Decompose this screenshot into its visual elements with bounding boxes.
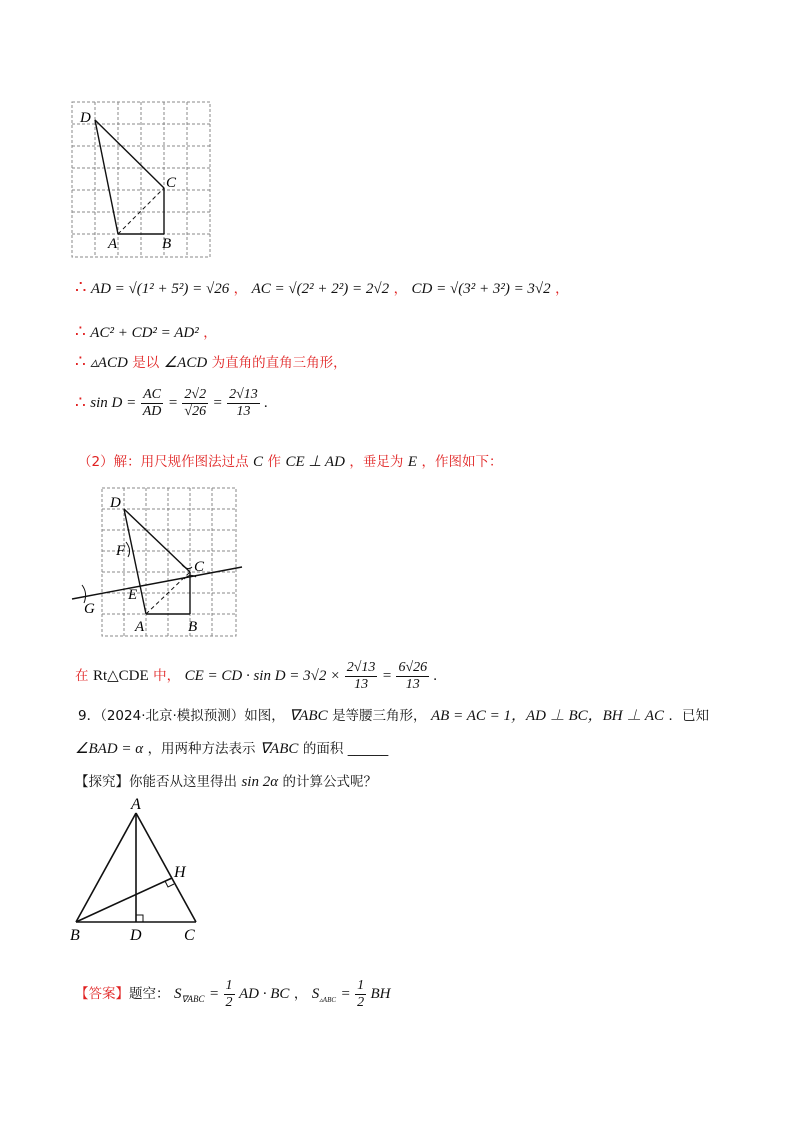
label-D: D bbox=[130, 927, 142, 944]
explore-line: 【探究】你能否从这里得出 sin 2α 的计算公式呢？ bbox=[75, 774, 378, 790]
label-C: C bbox=[166, 175, 177, 191]
step1-line: ∴ AD = √(1² + 5²) = √26 ， AC = √(2² + 2²) = 2√2 ， CD = √(3² + 3²) = 3√2 ， bbox=[75, 277, 569, 298]
label-H: H bbox=[174, 864, 186, 881]
answer-tag: 【答案】 bbox=[75, 986, 129, 1002]
question-9-line2: ∠BAD = α ，用两种方法表示 ∇ABC 的面积 ______ bbox=[75, 741, 389, 757]
step4-line: ∴ sin D = $\frac{AC}{AD}$ = $\frac{2√2}{√26}$ = $\frac{2√13}{13}$ . bbox=[75, 386, 269, 419]
part2-line: （2）解：用尺规作图法过点 C 作 CE ⊥ AD ，垂足为 E ，作图如下： bbox=[78, 454, 503, 470]
label-A: A bbox=[108, 236, 118, 252]
answer-line: 【答案】题空： $S_{\nabla ABC}$ = $\frac{1}{2}$ AD · BC ， $S_{▵ABC}$ = $\frac{1}{2}$ BH bbox=[75, 977, 391, 1010]
label-B: B bbox=[162, 236, 172, 252]
cd-expression: CD = √(3² + 3²) = 3√2 bbox=[411, 281, 551, 297]
answer-blank[interactable]: ______ bbox=[347, 741, 389, 757]
step2-line: ∴ AC² + CD² = AD² ， bbox=[75, 322, 217, 342]
label-E: E bbox=[128, 587, 138, 603]
label-C: C bbox=[184, 927, 195, 944]
label-A: A bbox=[131, 796, 141, 813]
ac-expression: AC = √(2² + 2²) = 2√2 bbox=[251, 281, 390, 297]
question-9-line1: 9．（2024·北京·模拟预测）如图， ∇ABC 是等腰三角形， AB = AC = 1，AD ⊥ BC，BH ⊥ AC ．已知 bbox=[78, 708, 709, 724]
step3-line: ∴ ▵ACD 是以 ∠ACD 为直角的直角三角形， bbox=[75, 352, 347, 372]
label-C: C bbox=[194, 559, 205, 575]
label-D: D bbox=[80, 110, 91, 126]
therefore-symbol: ∴ bbox=[75, 277, 87, 298]
pythagoras-expression: AC² + CD² = AD² bbox=[90, 325, 199, 341]
label-G: G bbox=[84, 601, 95, 617]
ad-expression: AD = √(1² + 5²) = √26 bbox=[90, 281, 230, 297]
label-B: B bbox=[70, 927, 80, 944]
label-A: A bbox=[135, 619, 145, 635]
figure-grid-1 bbox=[70, 100, 215, 260]
label-D: D bbox=[110, 495, 121, 511]
figure-isosceles-triangle bbox=[68, 795, 208, 945]
step5-line: 在 Rt△CDE 中， CE = CD · sin D = 3√2 × $\frac{2√13}{13}$ = $\frac{6√26}{13}$ . bbox=[75, 659, 438, 692]
figure-construction bbox=[70, 485, 250, 640]
label-B: B bbox=[188, 619, 198, 635]
label-F: F bbox=[116, 543, 126, 559]
